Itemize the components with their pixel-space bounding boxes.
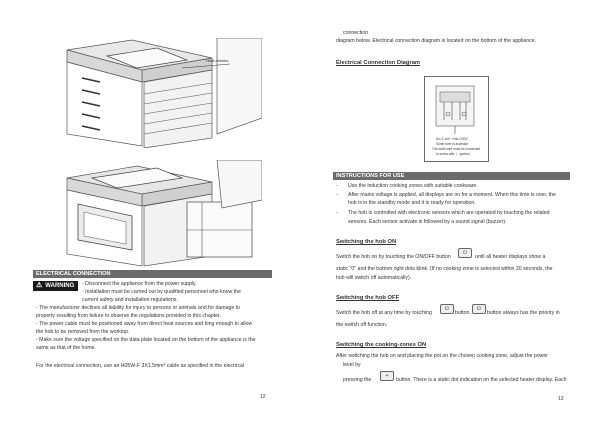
diagram-heading: Electrical Connection Diagram — [336, 60, 421, 66]
cooking-line: pressing the — [343, 377, 372, 383]
instruction-line: The hob is controlled with electronic sensors which are operated by touching the related — [348, 210, 550, 216]
body-line: - Make sure the voltage specified on the data plate located on the bottom of the appliance is the — [36, 337, 256, 343]
switch-off-line: button. — [455, 310, 471, 316]
warning-label: WARNING — [45, 283, 75, 289]
switch-on-line: hob will switch off automatically). — [336, 275, 412, 281]
electrical-connection-title: ELECTRICAL CONNECTION — [33, 270, 272, 278]
switch-on-line: Switch the hob on by touching the ON/OFF button — [336, 254, 451, 260]
cooking-zones-heading: Switching the cooking-zones ON — [336, 342, 427, 348]
warning-line: current safety and installation regulations. — [82, 297, 178, 303]
intro-line: connection — [343, 30, 369, 36]
page-number: 13 — [558, 396, 564, 402]
cooking-line: After switching the hob on and placing the pot on the chosen cooking zone, adjust the power — [336, 353, 548, 359]
page-number: 12 — [260, 394, 266, 400]
on-off-button-icon: ⏻ — [472, 304, 486, 314]
diagram-caption-line: to screw with ⏚ symbol. — [436, 152, 471, 156]
instruction-line: sensors. Each sensor activate is followed by a sound signal (buzzer). — [348, 219, 507, 225]
instruction-line: hob is in the standby mode and it is ready for operation. — [348, 200, 476, 206]
body-line: property resulting from failure to observe the regulations provided in this chapter. — [36, 313, 221, 319]
intro-line: diagram below. Electrical connection diagram is located on the bottom of the appliance. — [336, 38, 537, 44]
on-off-button-icon: ⏻ — [458, 248, 472, 258]
bullet-dash: - — [336, 192, 338, 198]
switch-off-line: the switch off function. — [336, 322, 388, 328]
body-line: same as that of the home. — [36, 345, 96, 351]
diagram-caption-line: The earth wire must be connected — [432, 147, 481, 151]
switch-off-line: Switch the hob off at any time by touching — [336, 310, 432, 316]
instruction-line: Use the induction cooking zones with suitable cookware. — [348, 183, 478, 189]
switch-on-line: until all heater displays show a — [475, 254, 546, 260]
right-page — [300, 0, 600, 424]
switch-off-line: button always has the priority in — [487, 310, 560, 316]
electrical-connection-diagram — [424, 76, 489, 162]
warning-triangle-icon: ⚠ — [36, 282, 43, 289]
warning-badge — [33, 281, 78, 291]
diagram-caption-line: Some ever is accessor — [436, 142, 469, 146]
switch-on-heading: Switching the hob ON — [336, 239, 397, 245]
instructions-title: INSTRUCTIONS FOR USE — [333, 172, 570, 180]
installation-illustration-bottom — [62, 160, 262, 268]
diagram-caption-line: Un=2 xun~ Hob=230V — [436, 137, 468, 141]
body-line: - The manufacturer declines all liability for injury to persons or animals and for damage to — [36, 305, 241, 311]
instruction-line: After mains voltage is applied, all displays are on for a moment. When this time is over, the — [348, 192, 556, 198]
bullet-dash: - — [336, 183, 338, 189]
warning-line: - Installation must be carried out by qualified personnel who know the — [82, 289, 241, 295]
cooking-line: button. There is a static dot indication on the selected heater display. Each — [396, 377, 567, 383]
bullet-dash: - — [336, 210, 338, 216]
cooking-line: level by — [343, 362, 361, 368]
heat-resistor-label: Heat resistor — [206, 58, 229, 63]
body-line: the hob to be removed from the worktop. — [36, 329, 130, 335]
switch-off-heading: Switching the hob OFF — [336, 295, 400, 301]
installation-illustration-top — [62, 38, 262, 148]
plus-button-icon: + — [380, 371, 394, 381]
cable-spec-line: For the electrical connection, use an H05W-F 3X1.5mm² cable as specified in the electrical — [36, 363, 245, 369]
on-off-button-icon: ⏻ — [440, 304, 454, 314]
body-line: - The power cable must be positioned away from direct heat sources and long enough to allow — [36, 321, 253, 327]
switch-on-line: static "0" and the bottom right dots blink. (If no cooking zone is selected within 20 seconds, the — [336, 266, 553, 272]
warning-line: - Disconnect the appliance from the power supply. — [82, 281, 197, 287]
